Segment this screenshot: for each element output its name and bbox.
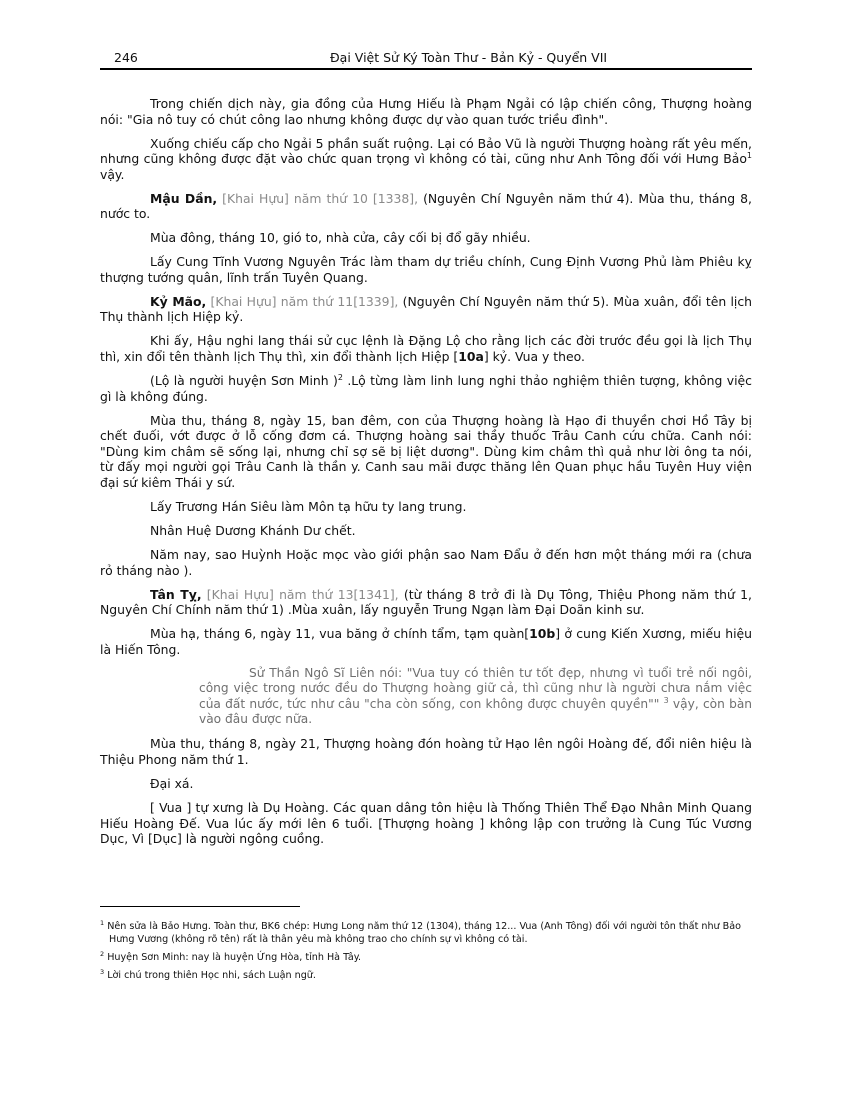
era-note: [Khai Hựu] năm thứ 13[1341], (201, 586, 399, 602)
era-note: [Khai Hựu] năm thứ 10 [1338], (217, 190, 419, 206)
footnote-2 (100, 951, 752, 964)
footnote-number: 3 (100, 967, 105, 976)
folio-marker-10a: 10a (458, 349, 484, 365)
body-text (100, 96, 752, 855)
paragraph-9: Mùa thu, tháng 8, ngày 15, ban đêm, con của Thượng hoàng là Hạo đi thuyền chơi Hồ Tây bị chết đuối, vớt được ở lỗ cống đơm cá. Thượng hoàng sai thầy thuốc Trâu Canh cứu chữa. Canh nói: "Dùng kim châm sẽ sống lại, nhưng chỉ sợ sẽ bị liệt dương". Dùng kim châm thì quả như lời ông ta nói, từ đấy mọi người gọi Trâu Canh là thần y. Canh sau mãi được thăng lên Quan phục hầu Tuyên Huy viện đại sứ kiêm Thái y sứ. (100, 412, 752, 490)
year-heading-tan-ty: Tân Tỵ, (150, 586, 202, 602)
paragraph-8 (100, 373, 752, 404)
paragraph-7 (100, 333, 752, 364)
footnote-3 (100, 969, 752, 982)
paragraph-1: Trong chiến dịch này, gia đồng của Hưng Hiếu là Phạm Ngải có lập chiến công, Thượng hoàng nói: "Gia nô tuy có chút công lao nhưng không được dự vào quan tước triều đình". (100, 96, 752, 127)
paragraph-14 (100, 626, 752, 657)
commentary-text: Sử Thần Ngô Sĩ Liên nói: "Vua tuy có thiên tư tốt đẹp, nhưng vì tuổi trẻ nối ngôi, công việc trong nước đều do Thượng hoàng giữ cả, thì cũng như là người chưa nắm việc của đất nước, tức như câu "cha còn sống, con không được chuyên quyền"" (199, 665, 752, 711)
paragraph-13-text: (từ tháng 8 trở đi là Dụ Tông, Thiệu Phong năm thứ 1, Nguyên Chí Chính năm thứ 1) .Mùa xuân, lấy nguyễn Trung Ngạn làm Đại Doãn kinh sư. (100, 586, 752, 618)
footnote-rule (100, 906, 300, 907)
commentary-tail: vậy, còn bàn vào đâu được nữa. (199, 696, 753, 727)
paragraph-11: Nhân Huệ Dương Khánh Dư chết. (150, 522, 356, 538)
paragraph-6 (100, 294, 752, 325)
footnote-ref-1[interactable]: 1 (746, 151, 752, 161)
footnote-text: Lời chú trong thiên Học nhi, sách Luận ngữ. (104, 970, 316, 981)
paragraph-8-tail: .Lộ từng làm linh lung nghi thảo nghiệm thiên tượng, không việc gì là không đúng. (100, 373, 752, 404)
footnote-number: 2 (100, 949, 105, 958)
page-number: 246 (114, 50, 138, 65)
year-heading-mau-dan: Mậu Dần, (150, 190, 218, 206)
paragraph-17: [ Vua ] tự xưng là Dụ Hoàng. Các quan dâng tôn hiệu là Thống Thiên Thể Đạo Nhân Minh Quang Hiếu Hoàng Đế. Vua lúc ấy mới lên 6 tuổi. [Thượng hoàng ] không lập con trưởng là Cung Túc Vương Dục, Vì [Dục] là người ngông cuồng. (100, 800, 752, 847)
era-note: [Khai Hựu] năm thứ 11[1339], (206, 293, 399, 309)
paragraph-8-text: (Lộ là người huyện Sơn Minh ) (150, 373, 338, 389)
footnotes (100, 920, 752, 987)
paragraph-14-tail: ] ở cung Kiến Xương, miếu hiệu là Hiến Tông. (100, 626, 752, 657)
footnote-ref-3[interactable]: 3 (663, 695, 669, 705)
paragraph-2-tail: vậy. (100, 166, 125, 182)
page-header (100, 50, 752, 68)
paragraph-4: Mùa đông, tháng 10, gió to, nhà cửa, cây cối bị đổ gãy nhiều. (150, 230, 531, 246)
running-title: Đại Việt Sử Ký Toàn Thư - Bản Kỷ - Quyển VII (330, 50, 608, 65)
paragraph-12: Năm nay, sao Huỳnh Hoặc mọc vào giới phận sao Nam Đẩu ở đến hơn một tháng mới ra (chưa rỏ tháng nào ). (100, 546, 752, 578)
paragraph-5: Lấy Cung Tĩnh Vương Nguyên Trác làm tham dự triều chính, Cung Định Vương Phủ làm Phiêu kỵ thượng tướng quân, lĩnh trấn Tuyên Quang. (100, 254, 752, 285)
paragraph-3-text: (Nguyên Chí Nguyên năm thứ 4). Mùa thu, tháng 8, nước to. (100, 190, 752, 222)
paragraph-6-text: (Nguyên Chí Nguyên năm thứ 5). Mùa xuân, đổi tên lịch Thụ thành lịch Hiệp kỷ. (100, 293, 752, 325)
paragraph-15: Mùa thu, tháng 8, ngày 21, Thượng hoàng đón hoàng tử Hạo lên ngôi Hoàng đế, đổi niên hiệu là Thiệu Phong năm thứ 1. (100, 736, 752, 768)
paragraph-2 (100, 136, 752, 183)
paragraph-2-text: Xuống chiếu cấp cho Ngải 5 phần suất ruộng. Lại có Bảo Vũ là người Thượng hoàng rất yêu mến, nhưng cũng không được đặt vào chức quan trọng vì không có tài, cũng như Anh Tông đối với Hưng Bảo (100, 135, 752, 167)
paragraph-10: Lấy Trương Hán Siêu làm Môn tạ hữu ty lang trung. (150, 498, 467, 514)
footnote-1 (100, 920, 752, 946)
paragraph-14-text: Mùa hạ, tháng 6, ngày 11, vua băng ở chính tẩm, tạm quàn[ (150, 626, 530, 642)
folio-marker-10b: 10b (529, 626, 556, 642)
footnote-text: Huyện Sơn Minh: nay là huyện Ứng Hòa, tỉnh Hà Tây. (104, 952, 362, 963)
paragraph-13 (100, 587, 752, 618)
footnote-ref-2[interactable]: 2 (337, 372, 343, 382)
paragraph-16: Đại xá. (150, 776, 194, 792)
header-rule (100, 68, 752, 70)
paragraph-7-tail: ] kỷ. Vua y theo. (483, 349, 585, 365)
paragraph-3 (100, 191, 752, 222)
year-heading-ky-mao: Kỷ Mão, (150, 293, 207, 309)
footnote-number: 1 (100, 918, 105, 927)
paragraph-7-text: Khi ấy, Hậu nghi lang thái sử cục lệnh là Đặng Lộ cho rằng lịch các đời trước đều gọi là lịch Thụ thì, xin đổi tên thành lịch Thụ thì, xin đổi thành lịch Hiệp [ (100, 333, 752, 365)
footnote-text: Nên sửa là Bảo Hưng. Toàn thư, BK6 chép: Hưng Long năm thứ 12 (1304), tháng 12... Vua (Anh Tông) đối với người tôn thất như Bảo Hưng Vương (không rõ tên) rất là thân yêu mà không trao cho chính sự vì không có tài. (104, 921, 741, 945)
historian-commentary (199, 666, 752, 728)
